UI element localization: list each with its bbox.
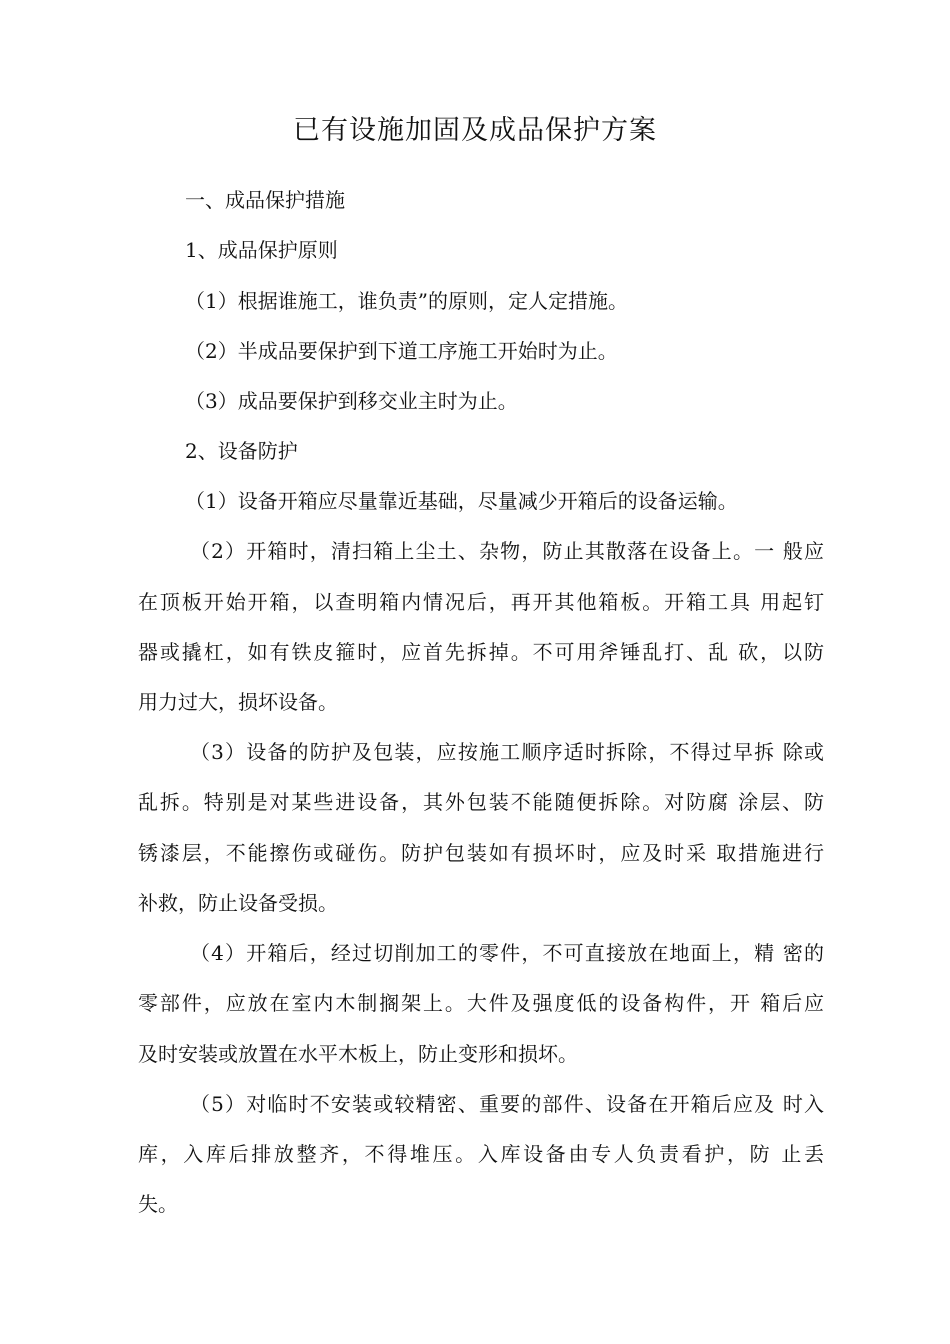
paragraph-1: （1）设备开箱应尽量靠近基础，尽量减少开箱后的设备运输。 xyxy=(185,489,738,513)
paragraph-3-line: （3）设备的防护及包装，应按施工顺序适时拆除，不得过早拆 除或 xyxy=(190,740,824,764)
paragraph-3-line: 补救，防止设备受损。 xyxy=(138,891,338,915)
subsection-heading-2: 2、设备防护 xyxy=(185,439,298,463)
list-item: （3）成品要保护到移交业主时为止。 xyxy=(185,389,518,413)
document-title: 已有设施加固及成品保护方案 xyxy=(293,115,657,146)
paragraph-4-line: （4）开箱后，经过切削加工的零件，不可直接放在地面上，精 密的 xyxy=(190,941,824,965)
paragraph-3-line: 锈漆层，不能擦伤或碰伤。防护包装如有损坏时，应及时采 取措施进行 xyxy=(138,841,824,865)
paragraph-2-line: 器或撬杠，如有铁皮箍时，应首先拆掉。不可用斧锤乱打、乱 砍，以防 xyxy=(138,640,824,664)
section-heading-1: 一、成品保护措施 xyxy=(185,188,345,212)
paragraph-2-line: 在顶板开始开箱，以查明箱内情况后，再开其他箱板。开箱工具 用起钉 xyxy=(138,590,824,614)
paragraph-4-line: 及时安装或放置在水平木板上，防止变形和损坏。 xyxy=(138,1042,578,1066)
paragraph-5-line: 失。 xyxy=(138,1192,178,1216)
list-item: （1）根据谁施工，谁负责”的原则，定人定措施。 xyxy=(185,289,628,313)
paragraph-2-line: （2）开箱时，清扫箱上尘土、杂物，防止其散落在设备上。一 般应 xyxy=(190,539,824,563)
paragraph-5-line: 库，入库后排放整齐，不得堆压。入库设备由专人负责看护，防 止丢 xyxy=(138,1142,824,1166)
paragraph-5-line: （5）对临时不安装或较精密、重要的部件、设备在开箱后应及 时入 xyxy=(190,1092,824,1116)
subsection-heading-1: 1、成品保护原则 xyxy=(185,238,338,262)
paragraph-4-line: 零部件，应放在室内木制搁架上。大件及强度低的设备构件，开 箱后应 xyxy=(138,991,824,1015)
paragraph-2-line: 用力过大，损坏设备。 xyxy=(138,690,338,714)
list-item: （2）半成品要保护到下道工序施工开始时为止。 xyxy=(185,339,618,363)
paragraph-3-line: 乱拆。特别是对某些进设备，其外包装不能随便拆除。对防腐 涂层、防 xyxy=(138,790,824,814)
